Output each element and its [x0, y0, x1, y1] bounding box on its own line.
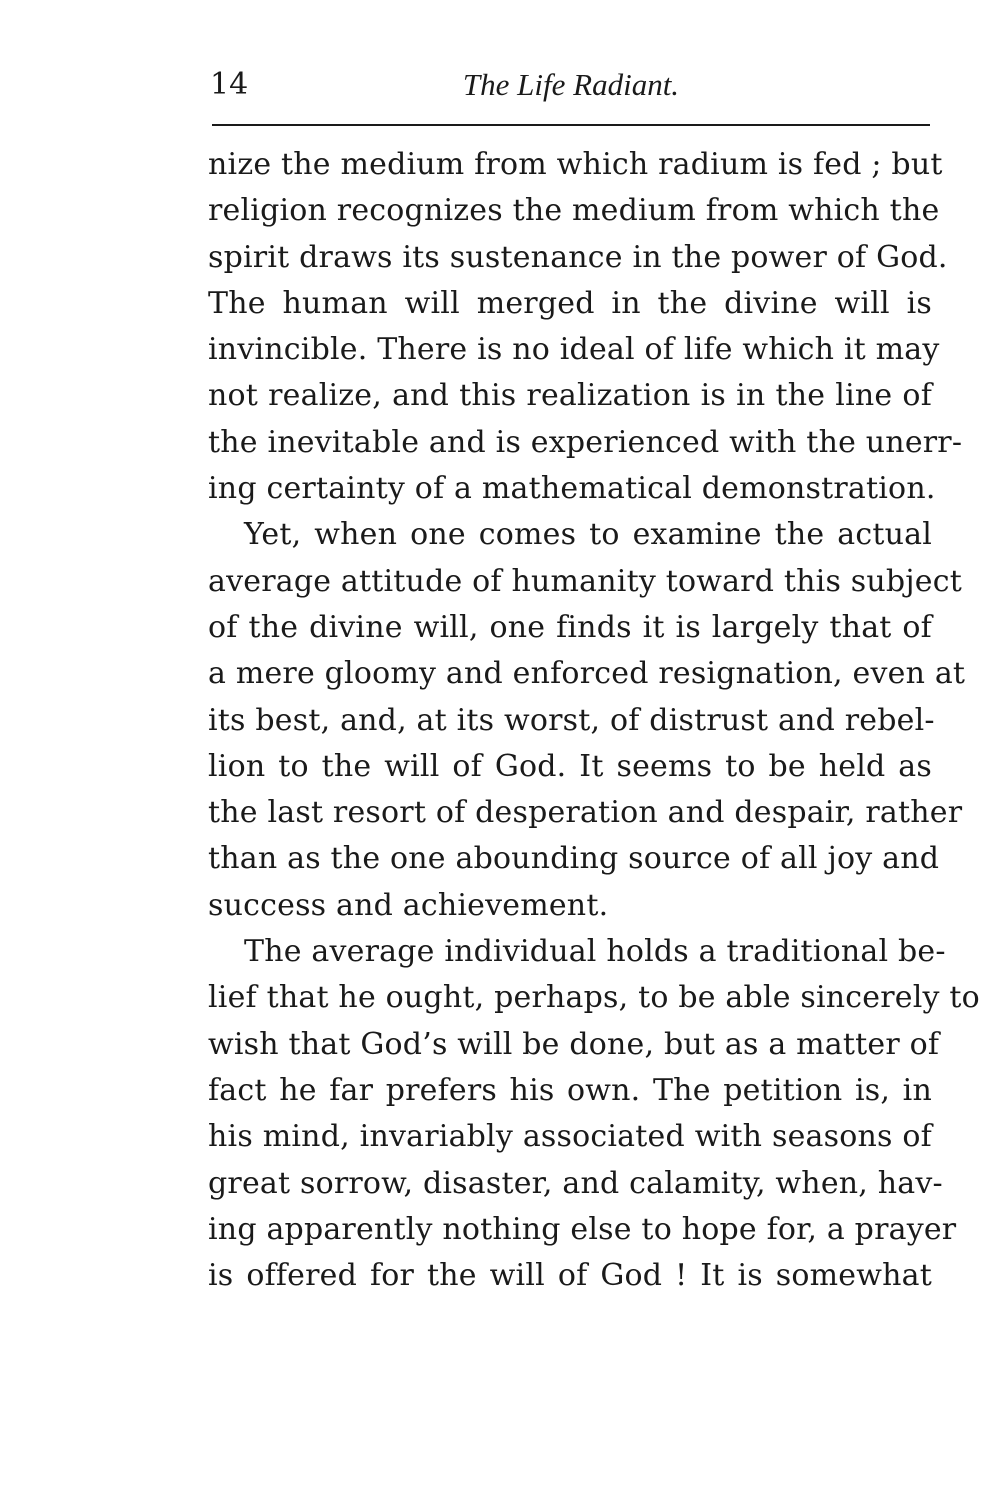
text-line: a mere gloomy and enforced resignation, even at	[208, 656, 966, 692]
text-line: The human will merged in the divine will is	[208, 285, 932, 321]
text-line: invincible. There is no ideal of life which it may	[208, 332, 940, 368]
text-line: the inevitable and is experienced with the unerr-	[208, 424, 963, 460]
text-line: success and achievement.	[208, 887, 609, 923]
text-line: The average individual holds a traditional be-	[244, 934, 946, 970]
text-line: lion to the will of God. It seems to be held as	[208, 748, 932, 784]
page-number: 14	[210, 67, 249, 102]
body-text	[208, 142, 980, 1299]
text-line: average attitude of humanity toward this subject	[208, 563, 963, 599]
text-line: fact he far prefers his own. The petition is, in	[208, 1072, 932, 1108]
text-line: wish that God’s will be done, but as a matter of	[208, 1026, 940, 1062]
header-rule	[212, 124, 930, 126]
running-head	[210, 62, 932, 108]
text-line: is offered for the will of God ! It is somewhat	[208, 1258, 932, 1294]
paragraph-3	[208, 929, 980, 1299]
text-line: not realize, and this realization is in the line of	[208, 378, 932, 414]
text-line: spirit draws its sustenance in the power of God.	[208, 239, 948, 275]
text-line: its best, and, at its worst, of distrust and rebel-	[208, 702, 935, 738]
text-line: his mind, invariably associated with seasons of	[208, 1119, 932, 1155]
paragraph-1	[208, 142, 963, 512]
text-line: Yet, when one comes to examine the actual	[244, 517, 932, 553]
running-title: The Life Radiant.	[462, 67, 680, 102]
text-line: of the divine will, one finds it is largely that of	[208, 609, 932, 645]
text-line: great sorrow, disaster, and calamity, when, hav-	[208, 1165, 943, 1201]
paragraph-2	[208, 512, 966, 929]
text-line: than as the one abounding source of all joy and	[208, 841, 940, 877]
text-line: ing certainty of a mathematical demonstration.	[208, 471, 936, 507]
text-line: lief that he ought, perhaps, to be able sincerely to	[208, 980, 980, 1016]
text-line: ing apparently nothing else to hope for, a prayer	[208, 1211, 957, 1247]
text-line: nize the medium from which radium is fed ; but	[208, 147, 943, 182]
text-line: religion recognizes the medium from which the	[208, 193, 940, 229]
text-line: the last resort of desperation and despair, rather	[208, 795, 963, 831]
